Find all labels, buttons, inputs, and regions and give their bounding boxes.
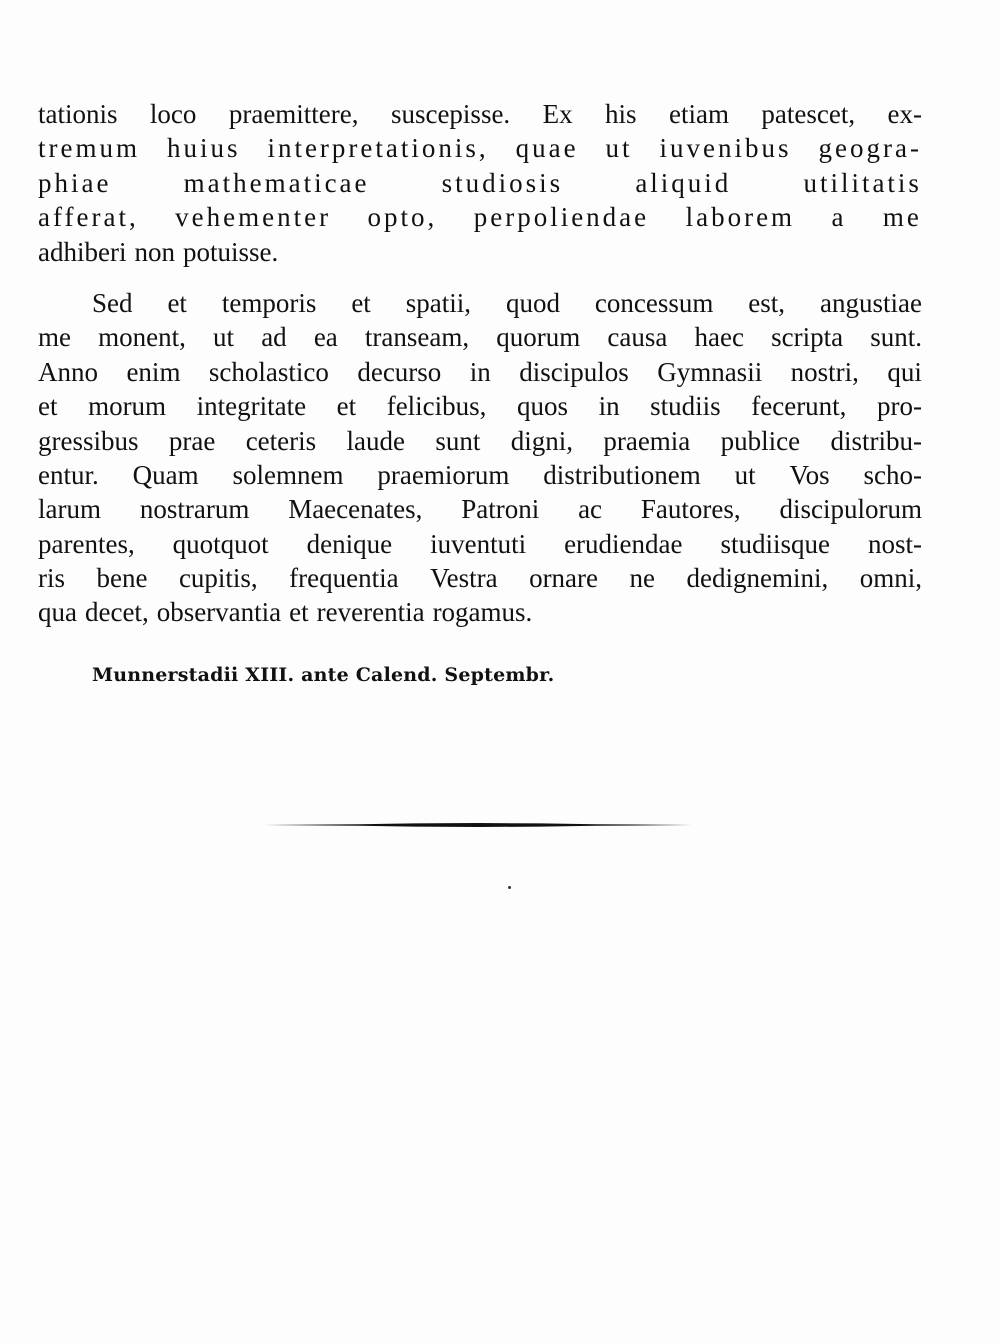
word: distributionem [543, 459, 701, 490]
word: sunt. [870, 322, 922, 353]
word: quorum [496, 322, 581, 353]
word: larum [38, 494, 101, 525]
word: denique [306, 528, 393, 559]
word: mathematicae [183, 167, 370, 198]
text-line [38, 561, 922, 595]
word: studiis [650, 391, 721, 422]
word: perpoliendae [473, 202, 650, 233]
word: erudiendae [564, 528, 683, 559]
word: est, [748, 287, 786, 318]
text-line [38, 492, 922, 526]
word: praemiorum [377, 459, 510, 490]
word: distribu- [830, 425, 922, 456]
word: ea [313, 322, 338, 353]
word: Maecenates, [288, 494, 423, 525]
word: causa [607, 322, 668, 353]
word: studiisque [720, 528, 830, 559]
word: haec [694, 322, 744, 353]
word: patescet, [761, 99, 856, 129]
word: Ex [542, 99, 573, 129]
word: tationis [38, 99, 118, 129]
word: Patroni [461, 494, 540, 525]
text-line [38, 166, 922, 200]
text-line [38, 527, 922, 561]
body-text [38, 97, 922, 630]
word: et [336, 391, 357, 422]
word: Sed [92, 287, 133, 318]
text-line [38, 286, 922, 320]
print-speck [508, 886, 511, 889]
word: ut [605, 133, 633, 164]
word: ceteris [245, 425, 317, 456]
word: et [167, 287, 187, 318]
word: phiae [38, 167, 112, 198]
word: Anno [38, 356, 98, 387]
word: concessum [594, 287, 714, 318]
word: quos [517, 391, 569, 422]
word: et [351, 287, 371, 318]
word: potuisse. [182, 236, 279, 267]
word: scripta [771, 322, 844, 353]
text-line [38, 355, 922, 389]
word: etiam [668, 99, 729, 129]
word: studiosis [441, 167, 564, 198]
word: tremum [38, 133, 140, 164]
word: aliquid [635, 167, 732, 198]
word: Gymnasii [657, 356, 763, 387]
word: felicibus, [386, 391, 487, 422]
word: scholastico [208, 356, 329, 387]
word: Vestra [430, 563, 498, 594]
dateline: Munnerstadii XIII. ante Calend. Septembr. [92, 664, 555, 686]
text-line [38, 595, 922, 629]
word: praemia [603, 425, 691, 456]
word: his [605, 99, 637, 129]
word: quod [505, 287, 560, 318]
word: Vos [789, 459, 830, 490]
word: decurso [357, 356, 442, 387]
text-line [38, 200, 922, 234]
word: qua [38, 597, 77, 628]
word: nostri, [790, 356, 859, 387]
text-line [38, 389, 922, 423]
word: iuventuti [430, 528, 527, 559]
word: afferat, [38, 202, 139, 233]
text-line [38, 458, 922, 492]
word: utilitatis [803, 167, 922, 198]
word: transeam, [364, 322, 470, 353]
word: et [38, 391, 58, 422]
end-rule [264, 822, 692, 828]
text-line [38, 424, 922, 458]
word: ne [629, 563, 655, 594]
word: solemnem [232, 459, 344, 490]
word: angustiae [819, 287, 922, 318]
word: geogra- [818, 133, 922, 164]
word: praemittere, [228, 99, 359, 129]
text-line [38, 320, 922, 354]
word: sunt [435, 425, 481, 456]
word: fecerunt, [751, 391, 847, 422]
word: iuvenibus [659, 133, 792, 164]
word: decet, [84, 597, 149, 628]
word: pro- [877, 391, 922, 422]
word: quotquot [172, 528, 269, 559]
word: gressibus [38, 425, 139, 456]
word: laude [346, 425, 405, 456]
text-line [38, 97, 922, 131]
word: observantia [156, 597, 282, 628]
word: entur. [38, 459, 99, 490]
word: non [134, 236, 175, 267]
word: et [289, 597, 309, 628]
word: discipulos [519, 356, 629, 387]
word: ornare [529, 563, 599, 594]
word: enim [126, 356, 181, 387]
word: ris [38, 563, 65, 594]
word: nost- [867, 528, 922, 559]
paragraph-gap [38, 269, 922, 286]
word: cupitis, [178, 563, 258, 594]
word: ad [261, 322, 287, 353]
word: digni, [510, 425, 573, 456]
word: dedignemini, [686, 563, 829, 594]
word: ex- [887, 99, 922, 129]
word: spatii, [405, 287, 471, 318]
word: publice [720, 425, 801, 456]
word: morum [88, 391, 167, 422]
word: ac [578, 494, 603, 525]
word: interpretationis, [267, 133, 489, 164]
word: omni, [859, 563, 922, 594]
word: vehementer [175, 202, 332, 233]
word: prae [168, 425, 216, 456]
word: adhiberi [38, 236, 127, 267]
word: Fautores, [640, 494, 741, 525]
text-line [38, 235, 922, 269]
word: loco [149, 99, 197, 129]
word: rogamus. [432, 597, 533, 628]
word: discipulorum [779, 494, 922, 525]
text-line [38, 131, 922, 165]
word: Quam [132, 459, 199, 490]
word: nostrarum [139, 494, 250, 525]
word: reverentia [316, 597, 425, 628]
word: scho- [863, 459, 922, 490]
word: in [469, 356, 491, 387]
word: huius [166, 133, 241, 164]
word: qui [887, 356, 922, 387]
word: a [831, 202, 847, 233]
word: opto, [367, 202, 438, 233]
word: me [38, 322, 71, 353]
word: me [882, 202, 922, 233]
word: parentes, [38, 528, 135, 559]
word: quae [515, 133, 579, 164]
word: integritate [196, 391, 307, 422]
word: laborem [685, 202, 796, 233]
word: ut [213, 322, 235, 353]
word: frequentia [289, 563, 399, 594]
word: suscepisse. [390, 99, 511, 129]
word: ut [734, 459, 756, 490]
word: in [598, 391, 620, 422]
word: monent, [98, 322, 186, 353]
word: bene [96, 563, 148, 594]
word: temporis [221, 287, 317, 318]
